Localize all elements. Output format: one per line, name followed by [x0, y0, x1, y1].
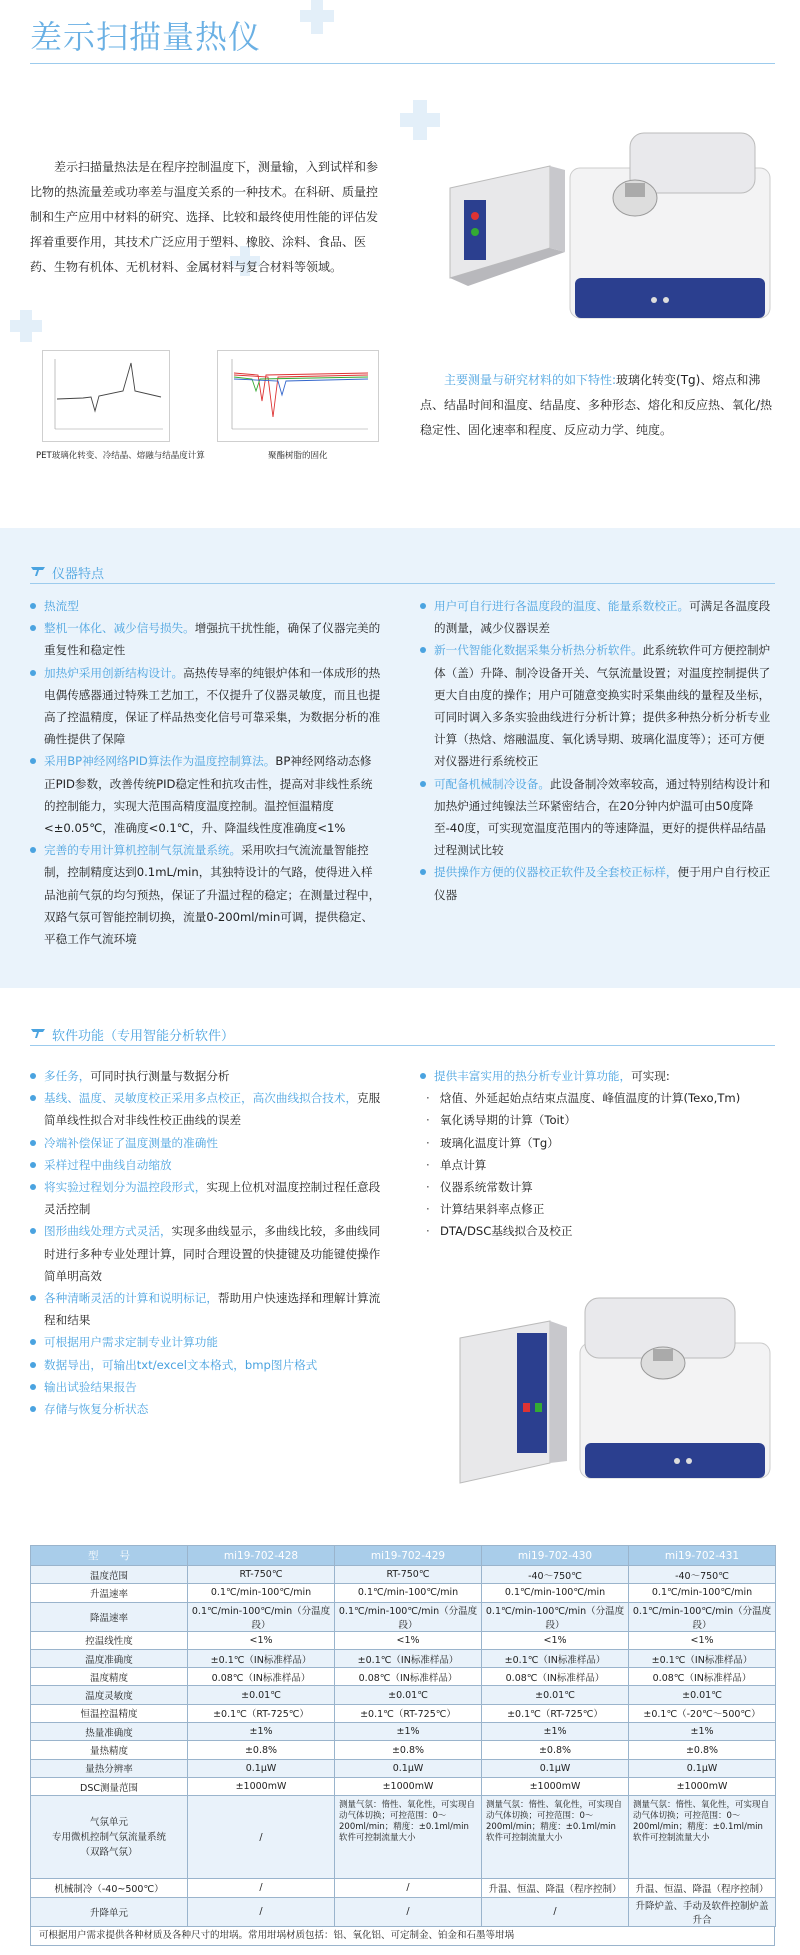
table-row-gas: [31, 1796, 776, 1879]
feature-highlight: 提供操作方便的仪器校正软件及全套校正标样，: [434, 865, 678, 880]
software-highlight: 数据导出，可输出txt/excel文本格式，bmp图片格式: [44, 1357, 318, 1372]
software-text: 帮助用户快速选择和理解计算流程和结果: [44, 1291, 381, 1328]
software-item: [30, 1132, 385, 1154]
feature-text: 增强抗干扰性能，确保了仪器完美的重复性和稳定性: [44, 621, 381, 658]
decor-cross: [20, 310, 32, 342]
software-item: [30, 1087, 385, 1131]
table-row: [31, 1602, 776, 1631]
gas-label-line: 气氛单元: [89, 1816, 128, 1828]
software-highlight: 将实验过程划分为温控段形式，: [44, 1180, 207, 1195]
intro-paragraph: 差示扫描量热法是在程序控制温度下，测量输，入到试样和参比物的热流量差或功率差与温度关系的一种技术。在科研、质量控制和生产应用中材料的研究、选择、比较和最终使用性能的评估发挥着重要作用，其技术广泛应用于塑料、橡胶、涂料、食品、医药、生物有机体、无机材料、金属材料与复合材料等领域。: [30, 160, 379, 274]
features-heading-text: 仪器特点: [52, 567, 105, 582]
table-row: [31, 1777, 776, 1795]
table-cell: ±0.01℃: [482, 1686, 629, 1704]
table-cell: 0.1℃/min-100℃/min（分温度段）: [188, 1602, 335, 1631]
table-header-cell: mi19-702-431: [629, 1546, 776, 1566]
feature-highlight: 可配备机械制冷设备。: [434, 776, 550, 791]
materials-paragraph: [420, 368, 778, 443]
table-row: [31, 1759, 776, 1777]
table-cell: DSC测量范围: [31, 1777, 188, 1795]
table-cell: /: [482, 1897, 629, 1926]
section-divider: [30, 583, 775, 584]
software-item: [30, 1176, 385, 1220]
feature-item: [420, 595, 775, 639]
software-item: [30, 1287, 385, 1331]
software-left-list: [30, 1065, 385, 1420]
table-row: [31, 1879, 776, 1897]
table-cell: 温度准确度: [31, 1649, 188, 1667]
table-header-cell: mi19-702-429: [335, 1546, 482, 1566]
table-cell: /: [335, 1879, 482, 1897]
software-highlight: 图形曲线处理方式灵活，: [44, 1224, 172, 1239]
materials-text: 玻璃化转变(Tg)、熔点和沸点、结晶时间和温度、结晶度、多种形态、熔化和反应热、氧化/热稳定性、固化速率和程度、反应动力学、纯度。: [420, 373, 773, 437]
table-cell: <1%: [188, 1631, 335, 1649]
spec-table: [30, 1545, 776, 1927]
table-cell: ±0.1℃（RT-725℃）: [188, 1704, 335, 1722]
calc-item: · 仪器系统常数计算: [420, 1176, 775, 1198]
table-cell: 升降单元: [31, 1897, 188, 1926]
software-item: [30, 1354, 385, 1376]
table-cell: ±1%: [335, 1723, 482, 1741]
table-cell: 0.1℃/min-100℃/min（分温度段）: [335, 1602, 482, 1631]
table-cell: 控温线性度: [31, 1631, 188, 1649]
feature-text: 此系统软件可方便控制炉体（盖）升降、制冷设备开关、气氛流量设置；对温度控制提供了更大自由度的操作；用户可随意变换实时采集曲线的量程及坐标，可同时调入多条实验曲线进行分析计算；提供多种热分析分析专业计算（热焓、熔融温度、氧化诱导期、玻璃化温度等）；还可方便对仪器进行系统校正: [434, 643, 771, 769]
software-highlight: 采样过程中曲线自动缩放: [44, 1157, 172, 1172]
calc-item: · 单点计算: [420, 1154, 775, 1176]
calc-item: · 氧化诱导期的计算（Toit）: [420, 1109, 775, 1131]
table-cell: ±1%: [188, 1723, 335, 1741]
software-highlight: 冷端补偿保证了温度测量的准确性: [44, 1135, 218, 1150]
software-highlight: 多任务，: [44, 1069, 91, 1083]
table-cell: 升温、恒温、降温（程序控制）: [629, 1879, 776, 1897]
table-header-row: [31, 1546, 776, 1566]
feature-highlight: 整机一体化、减少信号损失。: [44, 621, 195, 636]
table-cell: 0.08℃（IN标准样品）: [188, 1668, 335, 1686]
feature-highlight: 加热炉采用创新结构设计。: [44, 665, 184, 680]
software-text: 克服简单线性拟合对非线性校正曲线的误差: [44, 1091, 381, 1128]
table-header-cell: 型 号: [31, 1546, 188, 1566]
software-right-list: [420, 1065, 775, 1243]
feature-text: 高热传导率的纯银炉体和一体成形的热电偶传感器通过特殊工艺加工，不仅提升了仪器灵敏度，而且也提高了控温精度，保证了样品热变化信号可靠采集，为数据分析的准确性提供了保障: [44, 665, 381, 747]
table-cell: ±1000mW: [482, 1777, 629, 1795]
software-item: [30, 1065, 385, 1087]
table-row: [31, 1649, 776, 1667]
table-cell: ±0.1℃（RT-725℃）: [335, 1704, 482, 1722]
table-cell: ±0.01℃: [188, 1686, 335, 1704]
software-item: [30, 1331, 385, 1353]
table-cell: 降温速率: [31, 1602, 188, 1631]
table-cell: 温度灵敏度: [31, 1686, 188, 1704]
software-text: 可同时执行测量与数据分析: [90, 1069, 230, 1083]
table-cell: /: [188, 1897, 335, 1926]
table-cell: 0.08℃（IN标准样品）: [482, 1668, 629, 1686]
table-cell: 0.1℃/min-100℃/min: [629, 1584, 776, 1602]
table-cell: ±0.1℃（IN标准样品）: [629, 1649, 776, 1667]
decor-cross: [413, 100, 427, 140]
software-heading: [30, 1025, 234, 1044]
feature-text: BP神经网络动态修正PID参数，改善传统PID稳定性和抗攻击性，提高对非线性系统的控制能力，实现大范围高精度温度控制。温控恒温精度<±0.05℃，准确度<0.1℃，升、降温线性度准确度<1%: [44, 754, 373, 836]
table-cell: 升温速率: [31, 1584, 188, 1602]
table-row: [31, 1741, 776, 1759]
features-left-list: [30, 595, 382, 950]
feature-text: 此设备制冷效率较高，通过特别结构设计和加热炉通过纯镍法兰环紧密结合，在20分钟内炉温可由50度降至-40度，可实现宽温度范围内的等速降温，更好的提供样品结晶过程测试比较: [434, 776, 771, 858]
section-divider: [30, 1045, 775, 1046]
table-cell: 热量准确度: [31, 1723, 188, 1741]
table-cell: 0.1μW: [188, 1759, 335, 1777]
table-cell: ±0.8%: [335, 1741, 482, 1759]
software-item: [30, 1220, 385, 1287]
table-row: [31, 1668, 776, 1686]
section-mark-icon: [30, 1027, 46, 1043]
table-cell: -40～750℃: [629, 1566, 776, 1584]
table-cell: ±1%: [629, 1723, 776, 1741]
software-highlight: 可根据用户需求定制专业计算功能: [44, 1335, 218, 1350]
table-cell: 测量气氛：惰性、氧化性，可实现自动气体切换；可控范围：0～200ml/min；精度：±0.1ml/min软件可控制流量大小: [482, 1796, 629, 1879]
table-cell: ±0.1℃（RT-725℃）: [482, 1704, 629, 1722]
table-cell: <1%: [629, 1631, 776, 1649]
table-cell: 0.08℃（IN标准样品）: [335, 1668, 482, 1686]
materials-highlight: 主要测量与研究材料的如下特性:: [444, 373, 617, 387]
software-highlight: 存储与恢复分析状态: [44, 1402, 149, 1417]
table-cell: <1%: [335, 1631, 482, 1649]
feature-item: [30, 617, 382, 661]
table-cell: 测量气氛：惰性、氧化性，可实现自动气体切换；可控范围：0～200ml/min；精度：±0.1ml/min软件可控制流量大小: [335, 1796, 482, 1879]
table-cell: ±0.1℃（IN标准样品）: [188, 1649, 335, 1667]
software-text: 实现多曲线显示，多曲线比较，多曲线同时进行多种专业处理计算，同时合理设置的快捷键及功能键使操作简单明高效: [44, 1224, 381, 1283]
calc-item: · 玻璃化温度计算（Tg）: [420, 1132, 775, 1154]
table-cell: -40～750℃: [482, 1566, 629, 1584]
table-cell: 0.1℃/min-100℃/min（分温度段）: [629, 1602, 776, 1631]
table-row: [31, 1704, 776, 1722]
calc-item: · 计算结果斜率点修正: [420, 1198, 775, 1220]
gas-label-line: 专用微机控制气氛流量系统: [51, 1831, 166, 1843]
software-item: [30, 1154, 385, 1176]
table-cell: ±0.1℃（-20℃～500℃）: [629, 1704, 776, 1722]
feature-item: [30, 662, 382, 751]
software-item: [30, 1376, 385, 1398]
chart-caption-right: 聚酯树脂的固化: [268, 451, 328, 461]
table-cell: 测量气氛：惰性、氧化性，可实现自动气体切换；可控范围：0～200ml/min；精度：±0.1ml/min软件可控制流量大小: [629, 1796, 776, 1879]
table-cell: 0.08℃（IN标准样品）: [629, 1668, 776, 1686]
table-cell: <1%: [482, 1631, 629, 1649]
crucible-footnote: 可根据用户需求提供各种材质及各种尺寸的坩埚。常用坩埚材质包括：铝、氧化铝、可定制金、铂金和石墨等坩埚: [30, 1926, 775, 1946]
table-row: [31, 1897, 776, 1926]
feature-item: [420, 861, 775, 905]
table-row: [31, 1566, 776, 1584]
table-cell: 0.1℃/min-100℃/min: [188, 1584, 335, 1602]
feature-item: [420, 773, 775, 862]
table-header-cell: mi19-702-428: [188, 1546, 335, 1566]
table-cell: ±0.01℃: [629, 1686, 776, 1704]
table-cell: 温度精度: [31, 1668, 188, 1686]
feature-highlight: 完善的专用计算机控制气氛流量系统。: [44, 843, 242, 858]
calc-item: · DTA/DSC基线拟合及校正: [420, 1220, 775, 1242]
table-cell: /: [335, 1897, 482, 1926]
table-cell: 升降炉盖、手动及软件控制炉盖升合: [629, 1897, 776, 1926]
feature-item: [30, 595, 382, 617]
table-cell: 0.1℃/min-100℃/min（分温度段）: [482, 1602, 629, 1631]
software-highlight: 各种清晰灵活的计算和说明标记，: [44, 1291, 218, 1306]
dsc-instrument-image: [440, 128, 780, 328]
gas-label-line: （双路气氛）: [80, 1846, 138, 1858]
feature-text: 可满足各温度段的测量，减少仪器误差: [434, 599, 771, 636]
features-heading: [30, 563, 104, 582]
table-cell: 0.1μW: [335, 1759, 482, 1777]
chart-caption-left: PET玻璃化转变、冷结晶、熔融与结晶度计算: [36, 451, 205, 461]
table-cell: ±1%: [482, 1723, 629, 1741]
table-cell: RT-750℃: [188, 1566, 335, 1584]
table-cell: 量热精度: [31, 1741, 188, 1759]
table-cell: /: [188, 1796, 335, 1879]
feature-item: [30, 839, 382, 950]
feature-highlight: 用户可自行进行各温度段的温度、能量系数校正。: [434, 599, 690, 613]
page-title: 差示扫描量热仪: [30, 18, 262, 56]
table-row: [31, 1686, 776, 1704]
feature-item: [420, 639, 775, 772]
resin-curing-curve-chart: [217, 350, 379, 442]
table-cell: ±1000mW: [335, 1777, 482, 1795]
table-cell: 0.1μW: [482, 1759, 629, 1777]
table-cell: ±1000mW: [188, 1777, 335, 1795]
table-cell: ±0.8%: [482, 1741, 629, 1759]
section-mark-icon: [30, 565, 46, 581]
software-highlight: 基线、温度、灵敏度校正采用多点校正，高次曲线拟合技术，: [44, 1091, 358, 1106]
table-cell: ±1000mW: [629, 1777, 776, 1795]
features-right-list: [420, 595, 775, 906]
feature-highlight: 采用BP神经网络PID算法作为温度控制算法。: [44, 754, 276, 769]
table-row: [31, 1631, 776, 1649]
table-cell: ±0.01℃: [335, 1686, 482, 1704]
table-cell: 量热分辨率: [31, 1759, 188, 1777]
table-cell: 升温、恒温、降温（程序控制）: [482, 1879, 629, 1897]
table-cell: 温度范围: [31, 1566, 188, 1584]
feature-text: 采用吹扫气流流量智能控制，控制精度达到0.1mL/min，其独特设计的气路，使得进入样品池前气氛的均匀预热，保证了升温过程的稳定；在测量过程中，双路气氛可智能控制切换，流量0-200ml/min可调，提供稳定、平稳工作气流环境: [44, 843, 381, 947]
software-text: 可实现:: [631, 1069, 670, 1083]
table-cell: ±0.8%: [188, 1741, 335, 1759]
calc-item: · 焓值、外延起始点结束点温度、峰值温度的计算(Texo,Tm): [420, 1087, 775, 1109]
pet-dsc-curve-chart: [42, 350, 170, 442]
table-header-cell: mi19-702-430: [482, 1546, 629, 1566]
dsc-instrument-image-2: [455, 1293, 775, 1488]
table-cell: ±0.1℃（IN标准样品）: [482, 1649, 629, 1667]
table-cell: [31, 1796, 188, 1879]
software-item: [420, 1065, 775, 1087]
decor-cross: [311, 0, 323, 34]
table-cell: 0.1μW: [629, 1759, 776, 1777]
feature-highlight: 热流型: [44, 599, 79, 613]
title-divider: [30, 63, 775, 64]
table-cell: ±0.1℃（IN标准样品）: [335, 1649, 482, 1667]
table-cell: /: [188, 1879, 335, 1897]
table-cell: ±0.8%: [629, 1741, 776, 1759]
table-cell: 机械制冷（-40~500℃）: [31, 1879, 188, 1897]
software-item: [30, 1398, 385, 1420]
software-text: 实现上位机对温度控制过程任意段灵活控制: [44, 1180, 381, 1217]
table-row: [31, 1584, 776, 1602]
table-cell: 0.1℃/min-100℃/min: [335, 1584, 482, 1602]
software-highlight: 输出试验结果报告: [44, 1379, 137, 1394]
feature-item: [30, 750, 382, 839]
feature-highlight: 新一代智能化数据采集分析热分析软件。: [434, 643, 643, 658]
software-heading-text: 软件功能（专用智能分析软件）: [52, 1029, 235, 1044]
feature-text: 便于用户自行校正仪器: [434, 865, 771, 902]
table-row: [31, 1723, 776, 1741]
software-highlight: 提供丰富实用的热分析专业计算功能，: [434, 1069, 632, 1083]
table-cell: 0.1℃/min-100℃/min: [482, 1584, 629, 1602]
table-cell: RT-750℃: [335, 1566, 482, 1584]
table-cell: 恒温控温精度: [31, 1704, 188, 1722]
